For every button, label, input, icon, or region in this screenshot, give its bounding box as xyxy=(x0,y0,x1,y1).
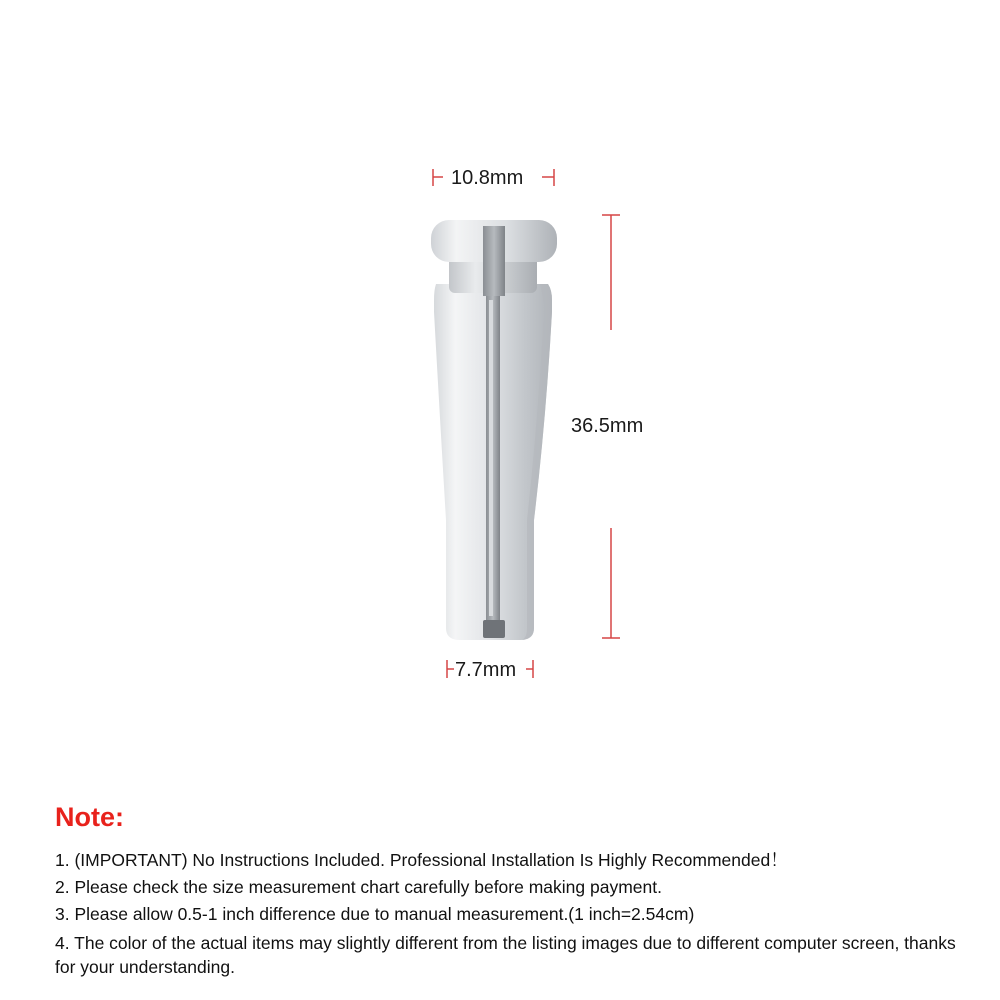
note-title: Note: xyxy=(55,802,124,832)
collet-slot xyxy=(483,226,505,296)
height-label: 36.5mm xyxy=(571,415,644,437)
note-item-2: 2. Please check the size measurement chart carefully before making payment. xyxy=(55,876,662,897)
top-width-label: 10.8mm xyxy=(451,167,524,189)
note-item-4: 4. The color of the actual items may slightly different from the listing images due to different computer screen, thanks for your understanding. xyxy=(55,932,956,977)
note-block xyxy=(55,803,975,979)
note-item-1: 1. (IMPORTANT) No Instructions Included. Professional Installation Is Highly Recommended！ xyxy=(55,849,788,870)
note-item-3: 3. Please allow 0.5-1 inch difference due to manual measurement.(1 inch=2.54cm) xyxy=(55,903,695,924)
bottom-width-label: 7.7mm xyxy=(455,659,517,681)
